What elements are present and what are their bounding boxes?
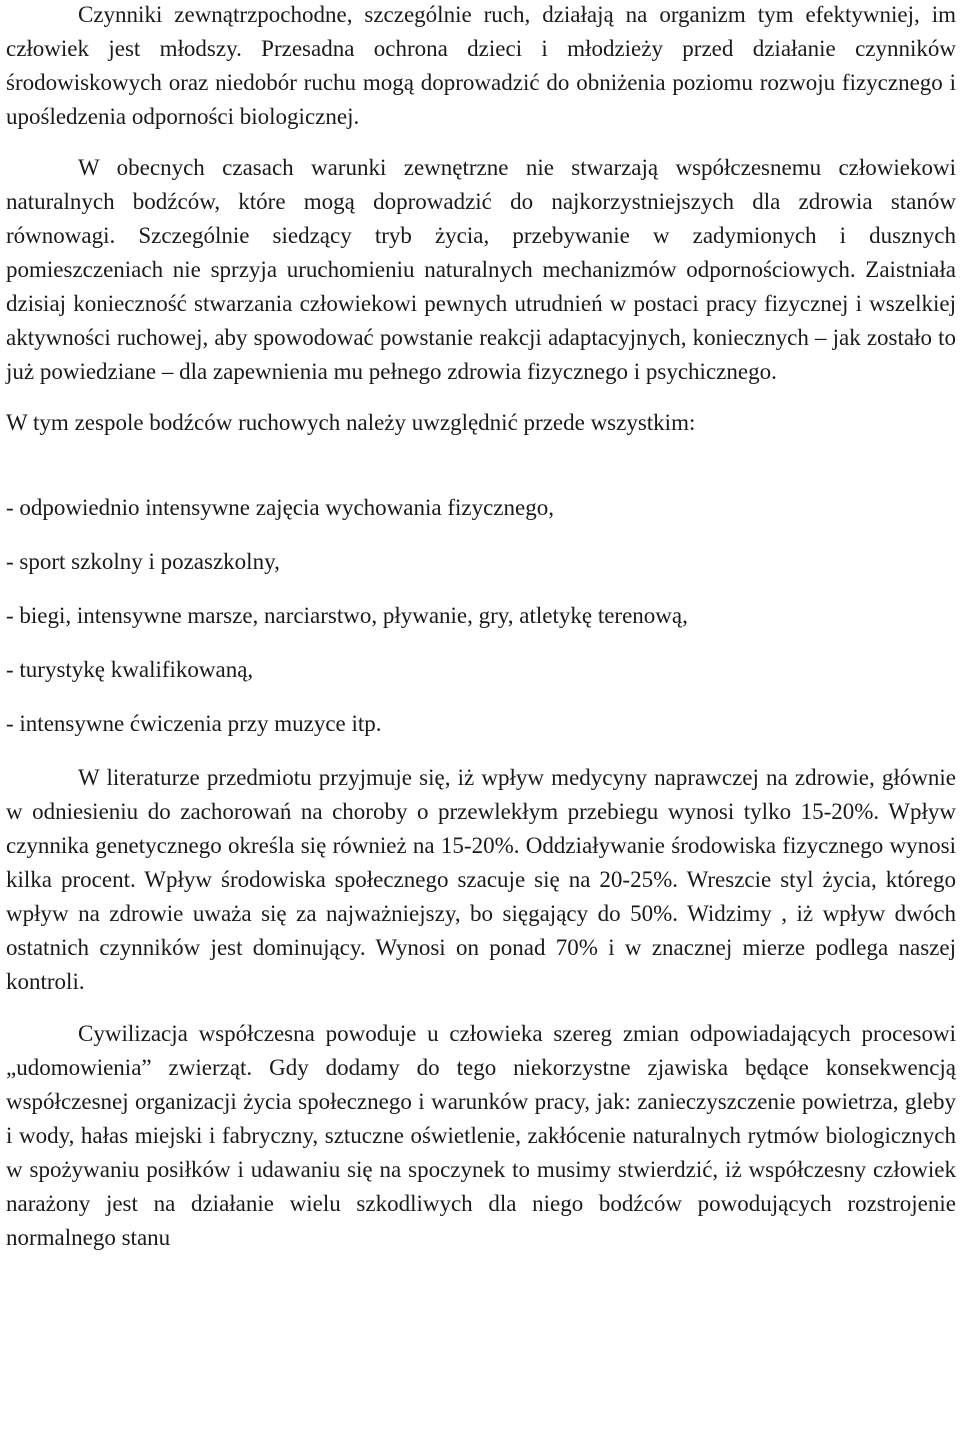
list-item: - odpowiednio intensywne zajęcia wychowania fizycznego, [6, 495, 554, 520]
paragraph-physical-factors: Czynniki zewnątrzpochodne, szczególnie ruch, działają na organizm tym efektywniej, im człowiek jest młodszy. Przesadna ochrona dzieci i młodzieży przed działanie czynników środowiskowych oraz niedobór ruchu mogą doprowadzić do obniżenia poziomu rozwoju fizycznego i upośledzenia odporności biologicznej. [6, 2, 956, 129]
list-item: - turystykę kwalifikowaną, [6, 657, 254, 682]
list-item: - biegi, intensywne marsze, narciarstwo, pływanie, gry, atletykę terenową, [6, 603, 688, 628]
paragraph-civilization: Cywilizacja współczesna powoduje u człowieka szereg zmian odpowiadających procesowi „udomowienia” zwierząt. Gdy dodamy do tego niekorzystne zjawiska będące konsekwencją współczesnej organizacji życia społecznego i warunków pracy, jak: zanieczyszczenie powietrza, gleby i wody, hałas miejski i fabryczny, sztuczne oświetlenie, zakłócenie naturalnych rytmów biologicznych w spożywaniu posiłków i udawaniu się na spoczynek to musimy stwierdzić, iż współczesny człowiek narażony jest na działanie wielu szkodliwych dla niego bodźców powodujących rozstrojenie normalnego stanu [6, 1021, 956, 1250]
document-page [6, 0, 956, 1255]
list-item: - intensywne ćwiczenia przy muzyce itp. [6, 711, 382, 736]
paragraph-health-factors: W literaturze przedmiotu przyjmuje się, iż wpływ medycyny naprawczej na zdrowie, głównie w odniesieniu do zachorowań na choroby o przewlekłym przebiegu wynosi tylko 15-20%. Wpływ czynnika genetycznego określa się również na 15-20%. Oddziaływanie środowiska fizycznego wynosi kilka procent. Wpływ środowiska społecznego szacuje się na 20-25%. Wreszcie styl życia, którego wpływ na zdrowie uważa się za najważniejszy, bo sięgający do 50%. Widzimy , iż wpływ dwóch ostatnich czynników jest dominujący. Wynosi on ponad 70% i w znacznej mierze podlega naszej kontroli. [6, 765, 956, 994]
movement-stimuli-list [6, 491, 956, 741]
paragraph-list-intro: W tym zespole bodźców ruchowych należy uwzględnić przede wszystkim: [6, 410, 696, 435]
paragraph-modern-conditions: W obecnych czasach warunki zewnętrzne nie stwarzają współczesnemu człowiekowi naturalnych bodźców, które mogą doprowadzić do najkorzystniejszych dla zdrowia stanów równowagi. Szczególnie siedzący tryb życia, przebywanie w zadymionych i dusznych pomieszczeniach nie sprzyja uruchomieniu naturalnych mechanizmów odpornościowych. Zaistniała dzisiaj konieczność stwarzania człowiekowi pewnych utrudnień w postaci pracy fizycznej i wszelkiej aktywności ruchowej, aby spowodować powstanie reakcji adaptacyjnych, koniecznych – jak zostało to już powiedziane – dla zapewnienia mu pełnego zdrowia fizycznego i psychicznego. [6, 155, 956, 384]
list-item: - sport szkolny i pozaszkolny, [6, 549, 280, 574]
